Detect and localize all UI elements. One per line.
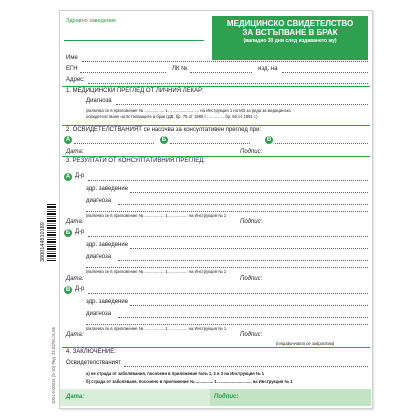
- section2-title: 2. ОСВИДЕТЕЛСТВАНИЯТ се насочва за консултативен преглед при:: [66, 127, 262, 133]
- examinee-label: Освидетелстваният: [66, 360, 122, 366]
- address-line[interactable]: [88, 83, 368, 84]
- side-code: 1001 5-00031 (5-10) Ред. 23.02/04.01.85: [51, 327, 56, 404]
- divider-3: [62, 156, 370, 157]
- barcode-number: 3800144810189: [40, 222, 46, 262]
- block-a-doctor-label: Д-р: [75, 173, 85, 179]
- block-a-doctor-line[interactable]: [88, 180, 368, 181]
- footer-strip: [60, 389, 371, 406]
- block-a-facility-line[interactable]: [130, 192, 368, 193]
- mark-v: В: [266, 137, 272, 143]
- block-b-facility-line[interactable]: [130, 248, 368, 249]
- referral-v-line[interactable]: [275, 143, 368, 144]
- footer-signature-label: Подпис:: [214, 394, 239, 400]
- conclusion-a: а) не страда от заболявания, посочени в приложение №№ 1, 2 и 3 на Инструкция № 1: [86, 371, 265, 376]
- date-label-2: Дата:: [66, 149, 84, 155]
- diagnosis-label: Диагноза: [86, 98, 112, 104]
- block-b-date: Дата:: [66, 276, 84, 282]
- mark-a: А: [65, 137, 71, 143]
- name-label: Име: [66, 55, 78, 61]
- block-b-diagnosis-label: диагноза: [86, 254, 112, 260]
- block-a-note: (включва се в приложение № ................. 1. ............... на Инструкция № 1: [86, 213, 227, 218]
- title-line1: МЕДИЦИНСКО СВИДЕТЕЛСТВО: [226, 19, 354, 28]
- conclusion-b: б) страда от заболяване, посочено в приложение № ............... 1. ............................ на Инструкция № 1: [86, 379, 293, 384]
- issued-label: изд. на: [258, 66, 278, 72]
- block-b-diagnosis-line2[interactable]: [86, 267, 368, 268]
- validity-note: (валидно 30 дни след издаването му): [243, 38, 337, 44]
- institution-label: Здравно заведение: [66, 18, 117, 24]
- block-v-mark: В: [65, 287, 71, 293]
- lk-line[interactable]: [190, 72, 252, 73]
- block-b-doctor-label: Д-р: [75, 229, 85, 235]
- block-b-mark: Б: [65, 230, 71, 236]
- mark-b: Б: [161, 137, 167, 143]
- block-v-diagnosis-label: диагноза: [86, 311, 112, 317]
- block-a-signature: Подпис:: [240, 219, 263, 225]
- address-label: Адрес:: [66, 77, 85, 83]
- name-line[interactable]: [82, 61, 368, 62]
- block-a-diagnosis-label: диагноза: [86, 198, 112, 204]
- block-v-diagnosis-line2[interactable]: [86, 324, 368, 325]
- block-v-doctor-line[interactable]: [88, 293, 368, 294]
- examinee-line[interactable]: [124, 366, 368, 367]
- block-b-facility-label: здр. заведение: [86, 242, 129, 248]
- referral-b-line[interactable]: [170, 143, 250, 144]
- block-a-date: Дата:: [66, 219, 84, 225]
- section3-title: 3. РЕЗУЛТАТИ ОТ КОНСУЛТАТИВНИЯ ПРЕГЛЕД:: [66, 158, 205, 164]
- s1-note-line1: (включва се в приложение № ................. 1. ......................... на Инструкция 1 на МЗ за реда за медицинско: [86, 108, 291, 113]
- institution-line: [64, 40, 204, 41]
- footer-date-label: Дата:: [66, 394, 85, 400]
- diagnosis-line[interactable]: [116, 104, 368, 105]
- block-v-facility-line[interactable]: [130, 305, 368, 306]
- egn-label: ЕГН: [66, 66, 78, 72]
- block-a-facility-label: здр. заведение: [86, 186, 129, 192]
- footer-signature-cell: [210, 389, 371, 406]
- lk-label: ЛК №: [172, 66, 188, 72]
- divider-1: [62, 86, 370, 87]
- section4-title: 4. ЗАКЛЮЧЕНИЕ:: [66, 349, 116, 355]
- block-a-diagnosis-line2[interactable]: [86, 211, 368, 212]
- egn-line[interactable]: [80, 72, 166, 73]
- signature-label-2: Подпис:: [240, 149, 263, 155]
- block-a-diagnosis-line[interactable]: [118, 204, 368, 205]
- block-b-doctor-line[interactable]: [88, 236, 368, 237]
- referral-a-line[interactable]: [74, 143, 154, 144]
- block-v-note: (включва се в приложение № ................. 1. ............... на Инструкция № 1: [86, 326, 227, 331]
- block-v-doctor-label: Д-р: [75, 286, 85, 292]
- issued-line[interactable]: [282, 72, 368, 73]
- block-b-diagnosis-line[interactable]: [118, 260, 368, 261]
- block-v-signature: Подпис:: [240, 332, 263, 338]
- block-v-diagnosis-line[interactable]: [118, 317, 368, 318]
- barcode: [47, 204, 56, 262]
- block-v-facility-label: здр. заведение: [86, 299, 129, 305]
- title-line2: ЗА ВСТЪПВАНЕ В БРАК: [242, 28, 338, 37]
- divider-4: [62, 347, 370, 348]
- block-b-note: (включва се в приложение № ................. 1. ............... на Инструкция № 1: [86, 269, 227, 274]
- title-box: [212, 16, 368, 60]
- s1-note-line2: освидетелстване на встъпващите в брак (ДВ, бр. 75 от 1985 г.; ............. бр. 65 от 1991 г.): [86, 114, 258, 119]
- block-v-date: Дата:: [66, 332, 84, 338]
- block-a-mark: А: [65, 174, 71, 180]
- block-b-signature: Подпис:: [240, 276, 263, 282]
- divider-2: [62, 125, 370, 126]
- section1-title: 1. МЕДИЦИНСКИ ПРЕГЛЕД ОТ ЛИЧНИЯ ЛЕКАР:: [66, 88, 204, 94]
- cross-out-note: (сецифичната се задраства): [276, 341, 335, 346]
